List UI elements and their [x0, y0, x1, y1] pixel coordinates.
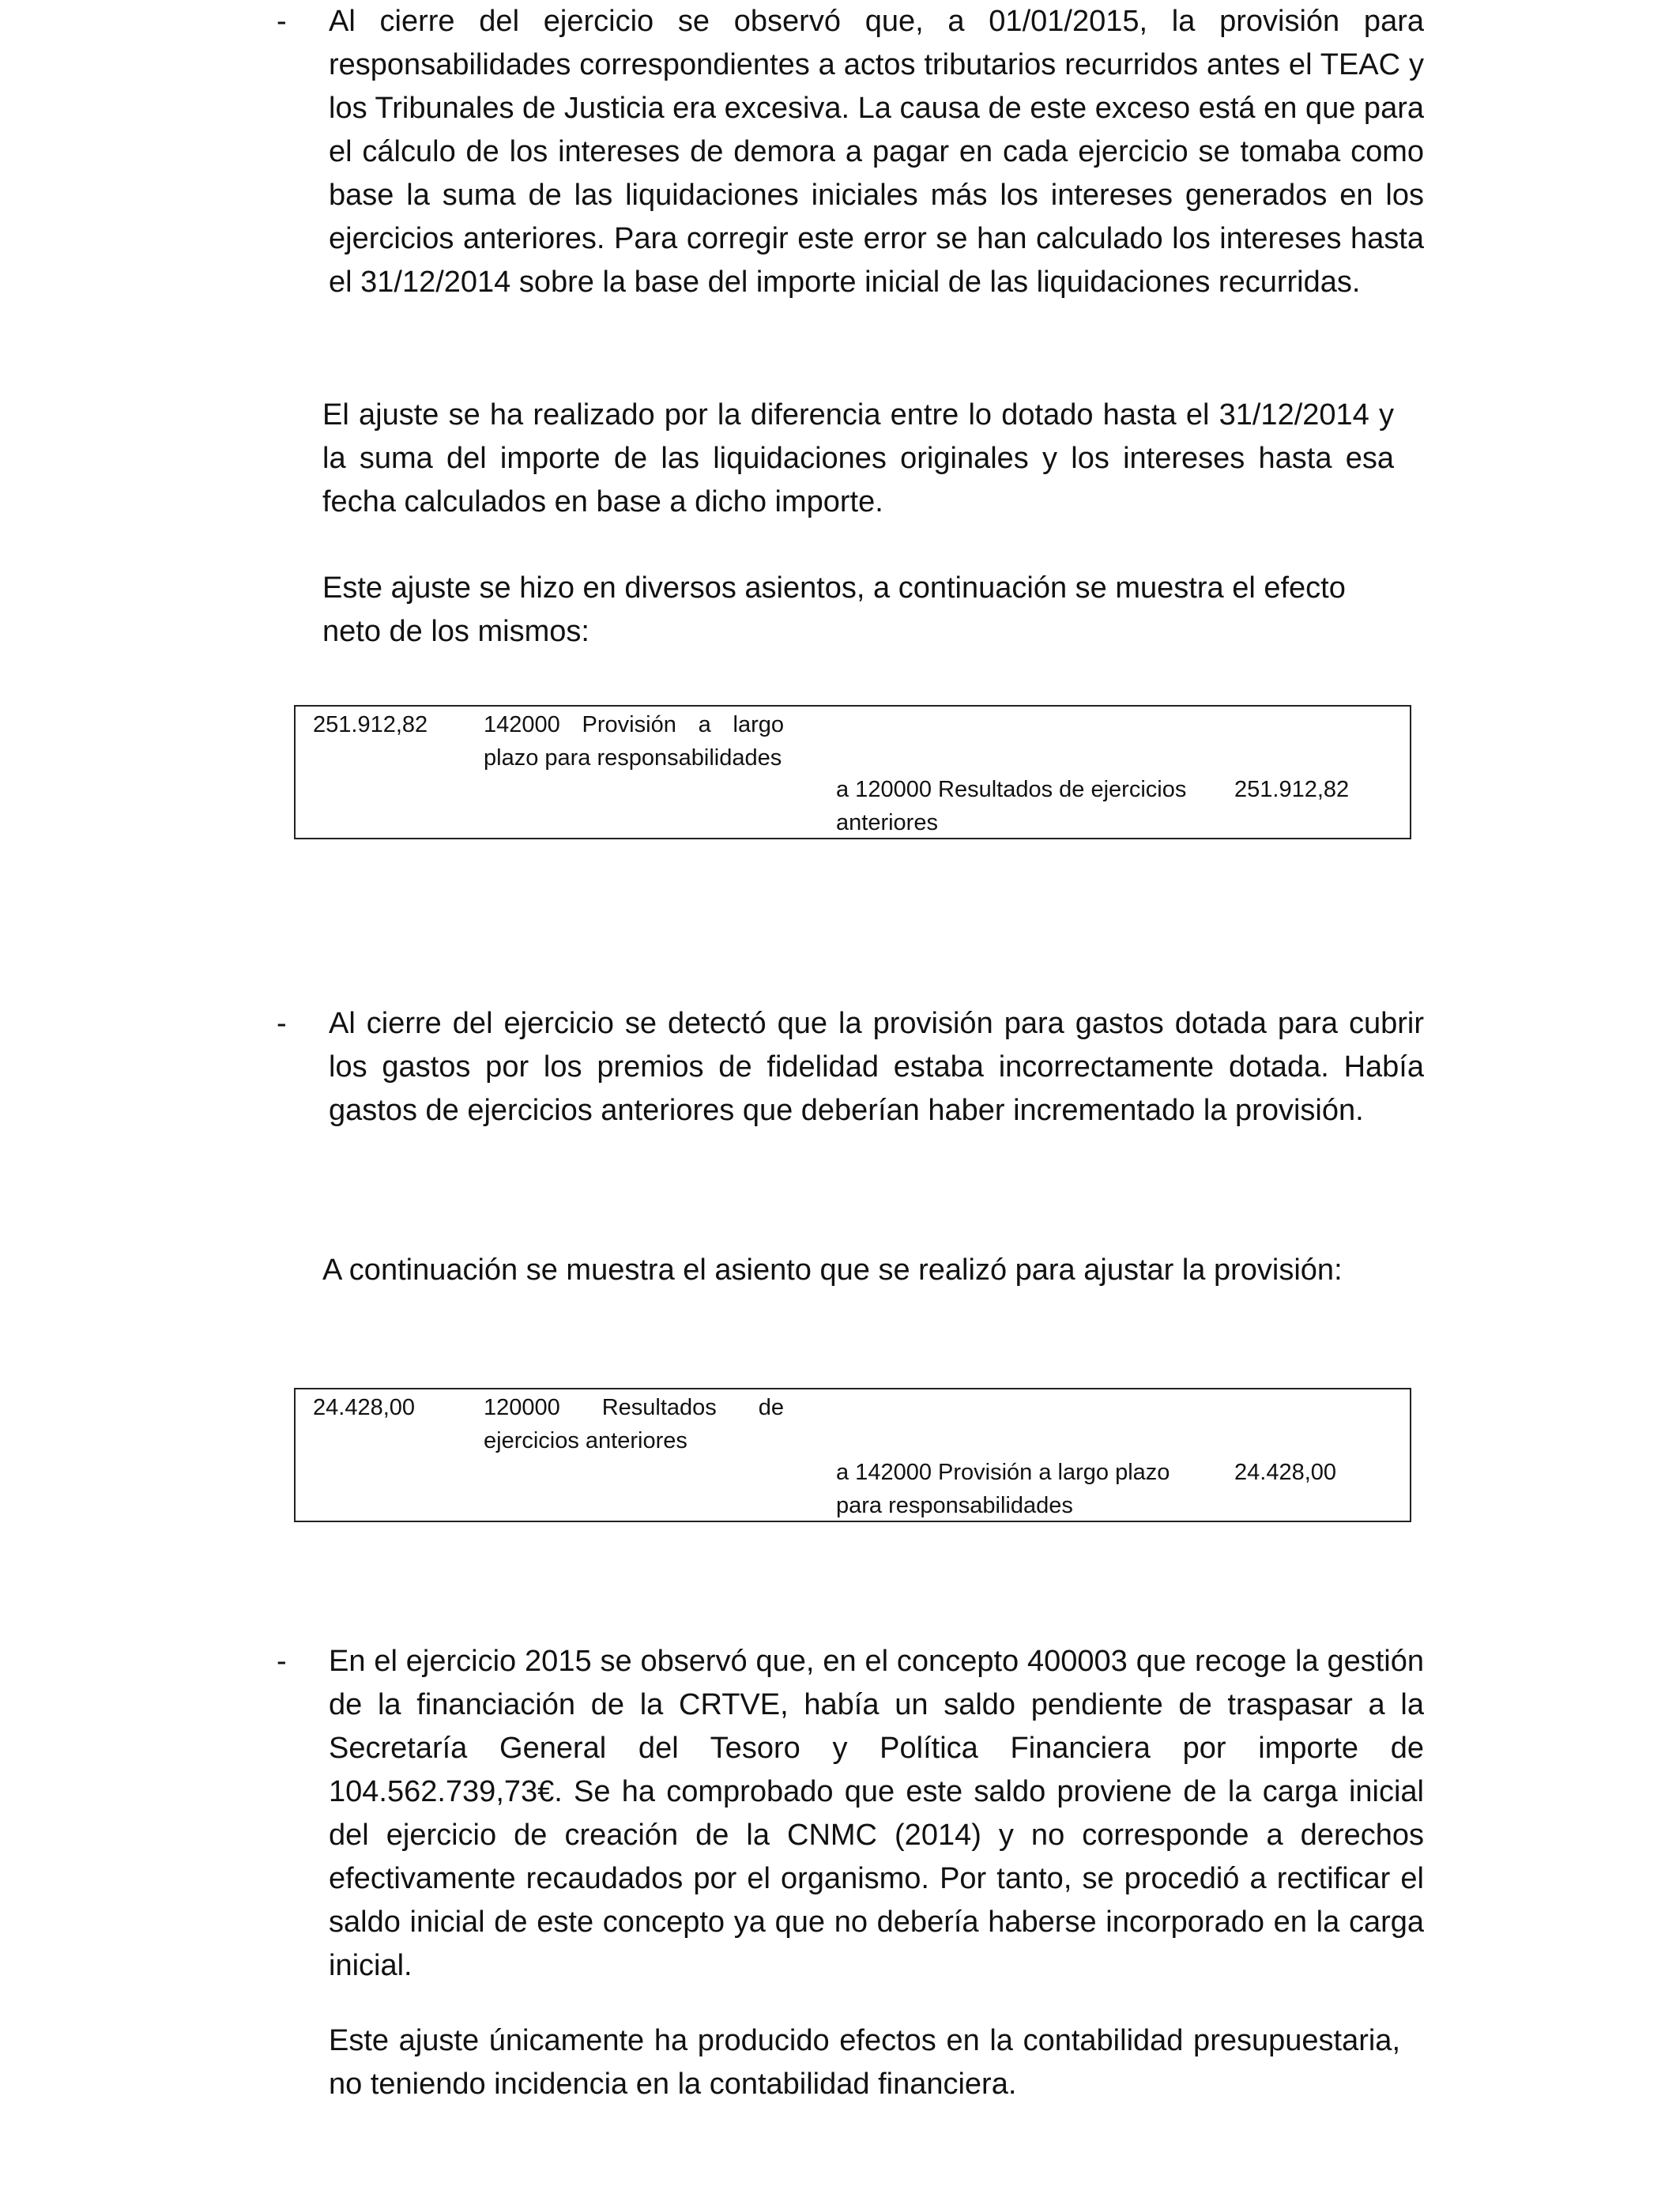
- bullet-dash: -: [277, 1645, 287, 1678]
- paragraph-provision-excess: Al cierre del ejercicio se observó que, a 01/01/2015, la provisión para responsabilidades correspondientes a actos tributarios recurridos antes el TEAC y los Tribunales de Justicia era excesiva. La causa de este exceso está en que para el cálculo de los intereses de demora a pagar en cada ejercicio se tomaba como base la suma de las liquidaciones iniciales más los intereses generados en los ejercicios anteriores. Para corregir este error se han calculado los intereses hasta el 31/12/2014 sobre la base del importe inicial de las liquidaciones recurridas.: [329, 5, 1424, 299]
- debit-amount: 251.912,82: [313, 712, 428, 737]
- paragraph-crtve-balance: En el ejercicio 2015 se observó que, en el concepto 400003 que recoge la gestión de la financiación de la CRTVE, había un saldo pendiente de traspasar a la Secretaría General del Tesoro y Política Financiera por importe de 104.562.739,73€. Se ha comprobado que este saldo proviene de la carga inicial del ejercicio de creación de la CNMC (2014) y no corresponde a derechos efectivamente recaudados por el organismo. Por tanto, se procedió a rectificar el saldo inicial de este concepto ya que no debería haberse incorporado en la carga inicial.: [329, 1645, 1424, 1982]
- journal-entry-table: [294, 705, 1411, 839]
- debit-account: 120000 Resultados de ejercicios anteriores: [484, 1395, 784, 1453]
- paragraph-net-effect-intro: Este ajuste se hizo en diversos asientos, a continuación se muestra el efecto neto de los mismos:: [322, 571, 1346, 648]
- paragraph-fidelity-provision: Al cierre del ejercicio se detectó que la provisión para gastos dotada para cubrir los gastos por los premios de fidelidad estaba incorrectamente dotada. Había gastos de ejercicios anteriores que deberían haber incrementado la provisión.: [329, 1007, 1424, 1127]
- bullet-dash: -: [277, 5, 287, 38]
- credit-amount: 24.428,00: [1234, 1460, 1337, 1485]
- debit-amount: 24.428,00: [313, 1395, 416, 1420]
- debit-account: 142000 Provisión a largo plazo para responsabilidades: [484, 712, 784, 771]
- paragraph-budget-effect: Este ajuste únicamente ha producido efectos en la contabilidad presupuestaria, no teniendo incidencia en la contabilidad financiera.: [329, 2024, 1400, 2101]
- paragraph-entry-intro: A continuación se muestra el asiento que se realizó para ajustar la provisión:: [322, 1253, 1343, 1287]
- paragraph-adjustment-method: El ajuste se ha realizado por la diferencia entre lo dotado hasta el 31/12/2014 y la suma del importe de las liquidaciones originales y los intereses hasta esa fecha calculados en base a dicho importe.: [322, 398, 1394, 518]
- journal-entry-table: [294, 1388, 1411, 1522]
- credit-account: a 120000 Resultados de ejercicios anteriores: [836, 777, 1187, 835]
- bullet-dash: -: [277, 1007, 287, 1040]
- credit-account: a 142000 Provisión a largo plazo para responsabilidades: [836, 1460, 1170, 1518]
- credit-amount: 251.912,82: [1234, 777, 1350, 802]
